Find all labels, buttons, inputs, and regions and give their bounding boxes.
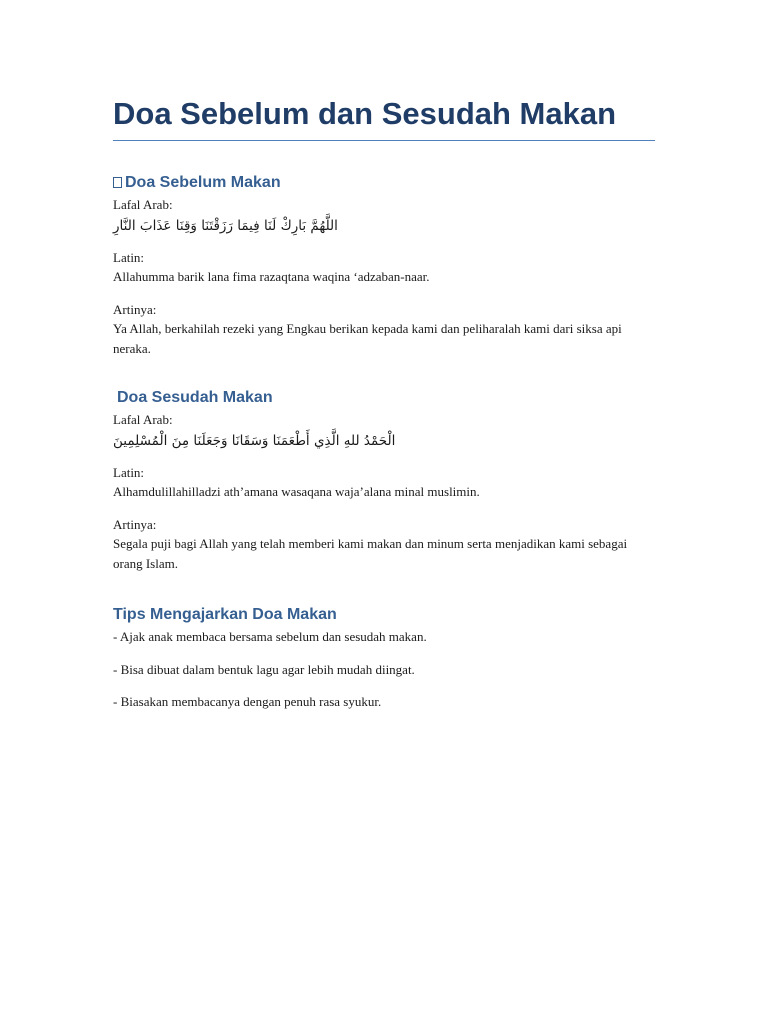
latin-label: Latin: [113,464,145,480]
section-heading-text: Doa Sebelum Makan [125,174,281,191]
section-tips [113,604,655,712]
arti-text: Ya Allah, berkahilah rezeki yang Engkau berikan kepada kami dan peliharalah kami dari siksa api neraka. [113,321,622,356]
arab-label: Lafal Arab: [113,197,173,212]
section-heading [113,387,655,409]
list-item: - Biasakan membacanya dengan penuh rasa syukur. [113,694,382,709]
section-doa-sebelum [113,172,655,358]
latin-label: Latin: [113,249,145,265]
missing-glyph-icon [113,177,122,188]
arti-text: Segala puji bagi Allah yang telah memberi kami makan dan minum serta menjadikan kami sebagai orang Islam. [113,536,628,571]
document-page [113,92,655,712]
section-heading: Tips Mengajarkan Doa Makan [113,606,337,623]
arab-label: Lafal Arab: [113,412,173,427]
latin-text: Allahumma barik lana fima razaqtana waqina ‘adzaban-naar. [113,269,430,284]
arti-label: Artinya: [113,301,157,317]
arab-text: الْحَمْدُ للهِ الَّذِي أَطْعَمَنَا وَسَقَانَا وَجَعَلَنَا مِنَ الْمُسْلِمِينَ [113,432,396,449]
list-item: - Ajak anak membaca bersama sebelum dan sesudah makan. [113,629,427,644]
arti-label: Artinya: [113,516,157,532]
section-heading-text: Doa Sesudah Makan [117,389,273,406]
page-title: Doa Sebelum dan Sesudah Makan [113,92,655,141]
section-doa-sesudah [113,387,655,573]
arab-text: اللَّهُمَّ بَارِكْ لَنَا فِيمَا رَزَقْتَنَا وَقِنَا عَذَابَ النَّارِ [113,217,338,234]
list-item: - Bisa dibuat dalam bentuk lagu agar lebih mudah diingat. [113,661,415,677]
section-heading [113,172,655,194]
latin-text: Alhamdulillahilladzi ath’amana wasaqana waja’alana minal muslimin. [113,484,480,499]
